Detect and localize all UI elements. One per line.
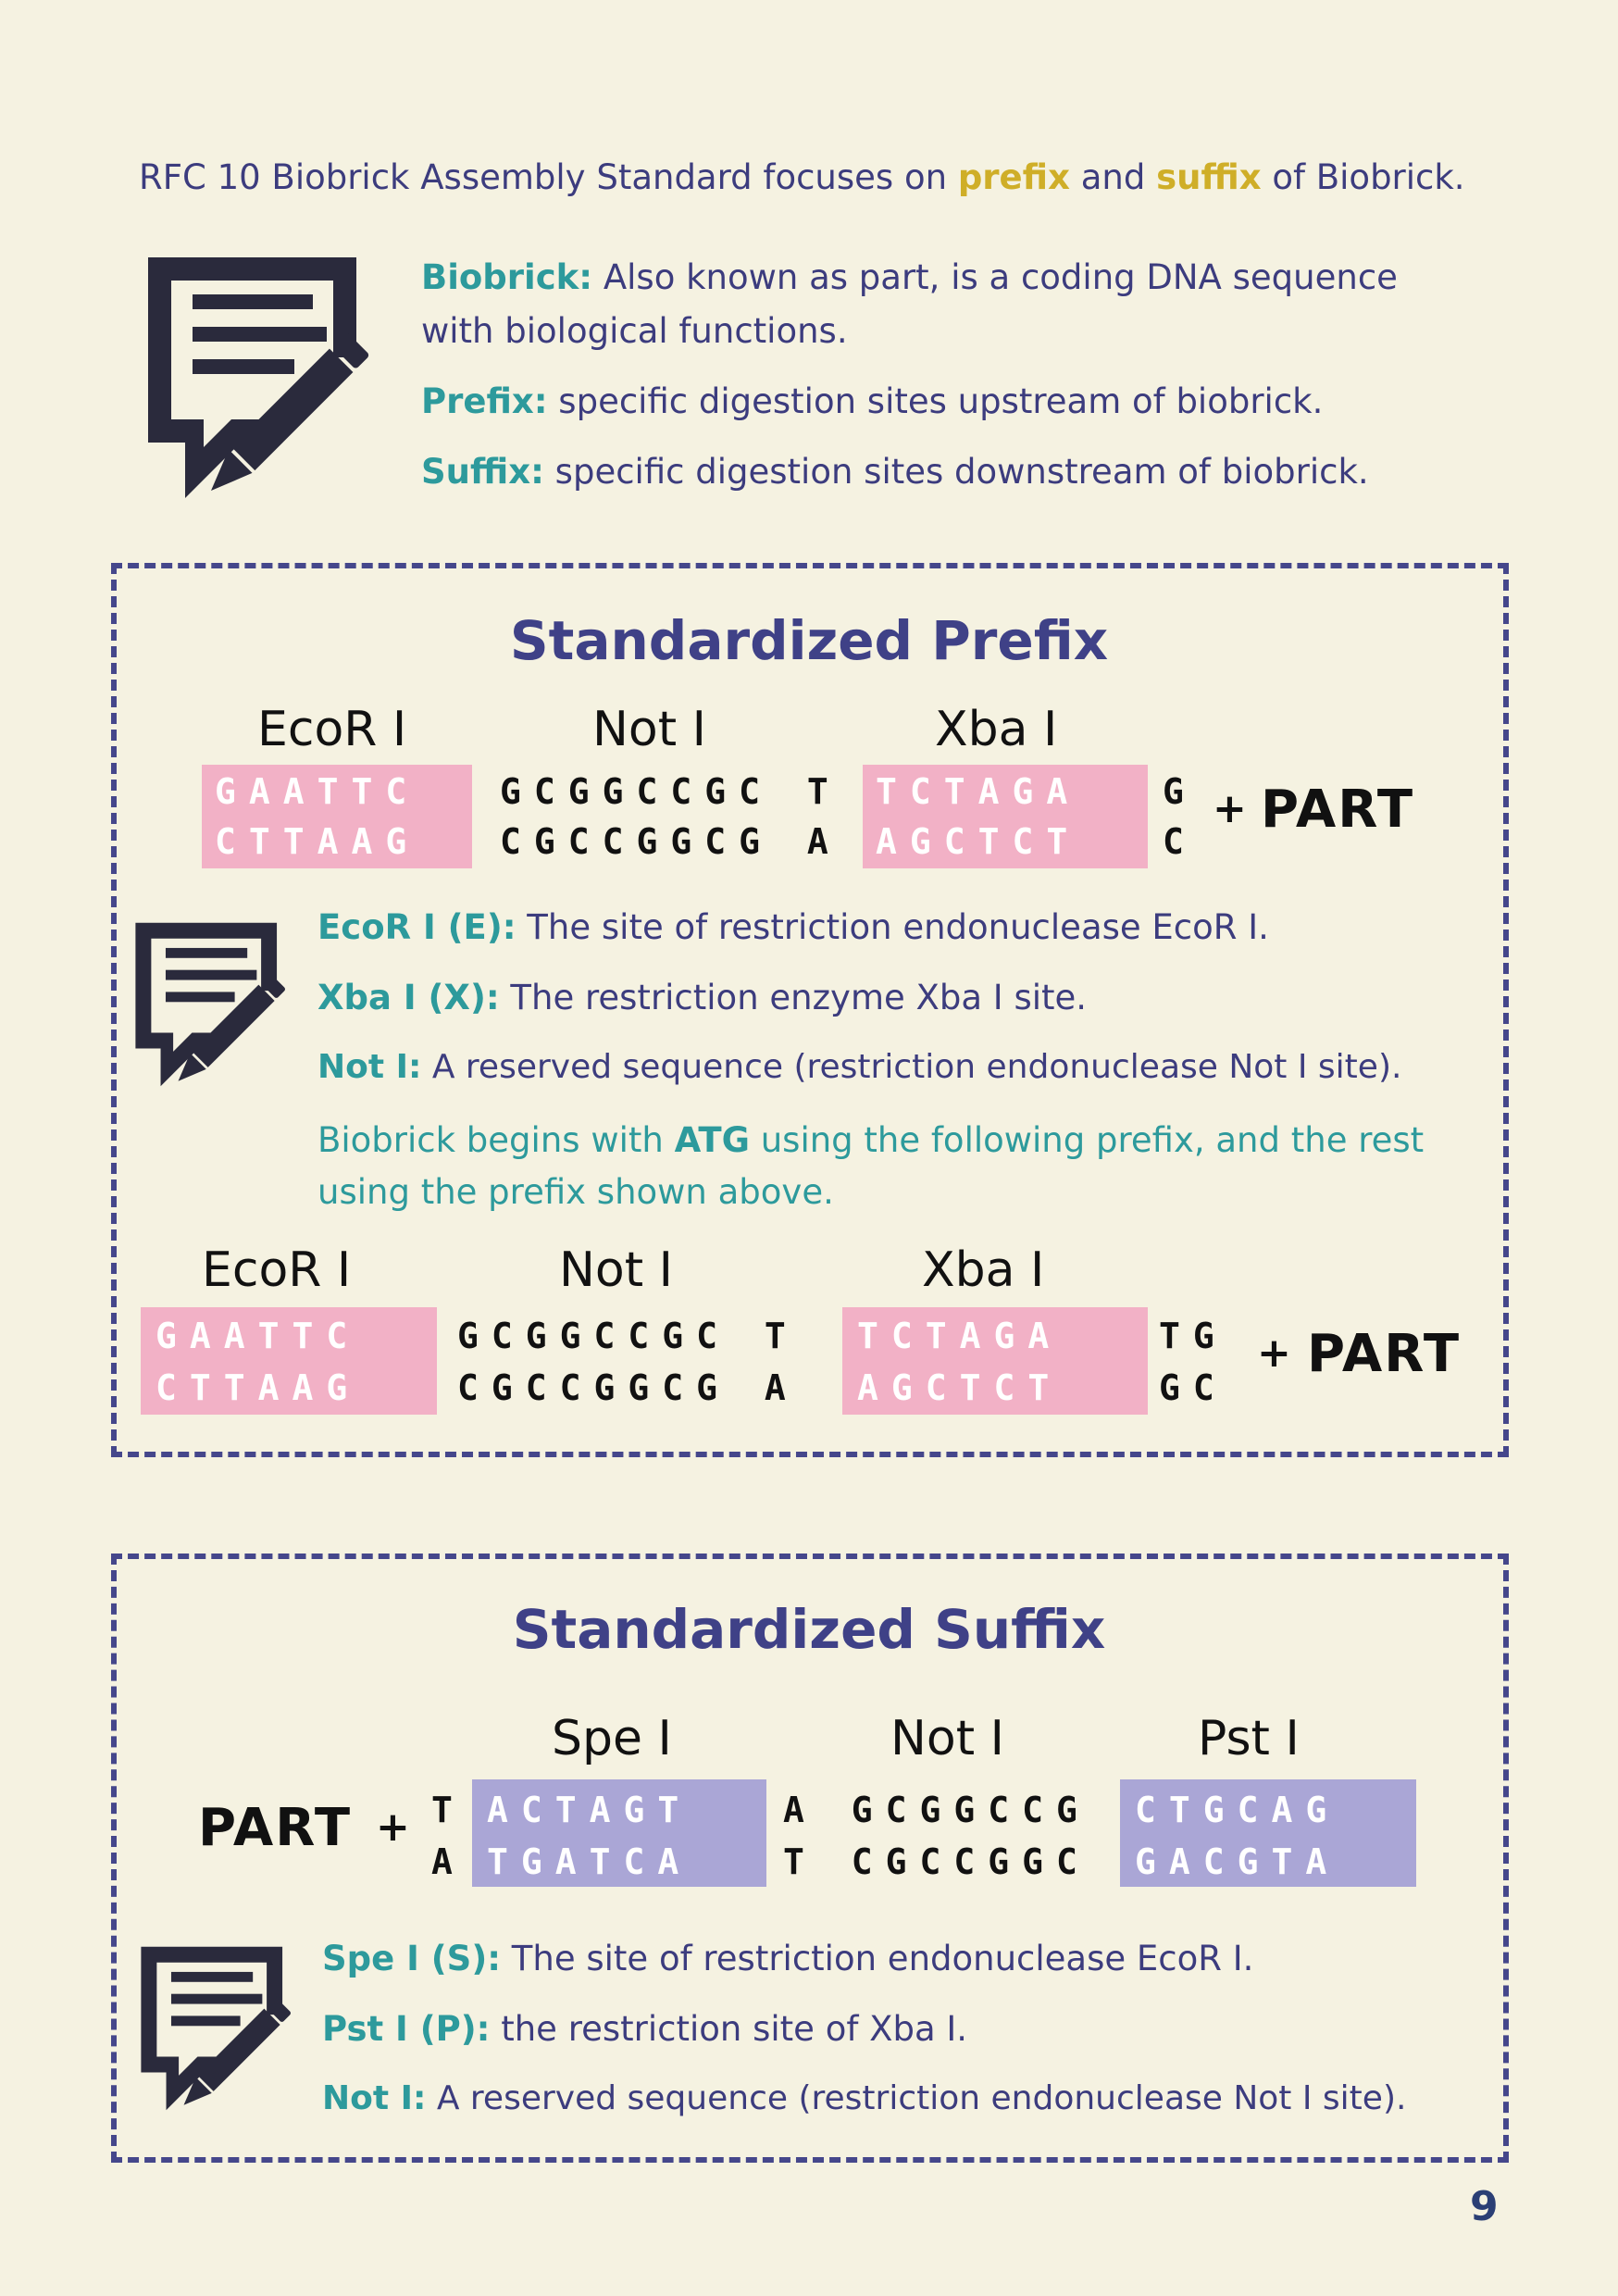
xbai-bottom-strand-2: AGCTCT bbox=[857, 1367, 1063, 1408]
atg-note-line2: using the prefix shown above. bbox=[317, 1172, 834, 1212]
prefix-definition-text: specific digestion sites upstream of biobrick. bbox=[547, 381, 1324, 421]
prefix-part-label-2: PART bbox=[1307, 1324, 1462, 1384]
noti-top-strand: GCGGCCGC T bbox=[500, 771, 841, 812]
xbai-bottom-strand: AGCTCT bbox=[876, 821, 1081, 862]
atg-note-text: Biobrick begins with bbox=[317, 1120, 675, 1160]
noti-label: Not I bbox=[592, 702, 706, 757]
xbai-label: Xba I bbox=[935, 702, 1058, 757]
noti-note-term: Not I: bbox=[317, 1048, 422, 1086]
noti-suffix-note-text: A reserved sequence (restriction endonuclease Not I site). bbox=[426, 2079, 1407, 2117]
ecori-note bbox=[317, 907, 1269, 947]
spei-note-text: The site of restriction endonuclease EcoR I. bbox=[501, 1939, 1254, 1978]
suffix-definition bbox=[421, 452, 1369, 492]
xbai-label-2: Xba I bbox=[922, 1242, 1045, 1298]
ecori-note-text: The site of restriction endonuclease EcoR I. bbox=[516, 907, 1269, 947]
noti-suffix-top: A GCGGCCG bbox=[783, 1790, 1090, 1830]
prefix-part-label: PART bbox=[1261, 780, 1415, 840]
spei-note-term: Spe I (S): bbox=[322, 1939, 502, 1978]
suffix-definition-text: specific digestion sites downstream of biobrick. bbox=[543, 452, 1369, 492]
noti-bottom-strand-2: CGCCGGCG A bbox=[457, 1367, 799, 1408]
atg-note-text-end: using the following prefix, and the rest bbox=[749, 1120, 1425, 1160]
noti-note-text: A reserved sequence (restriction endonuclease Not I site). bbox=[421, 1048, 1402, 1086]
suffix-part-label: PART bbox=[198, 1798, 353, 1858]
noti-suffix-label: Not I bbox=[890, 1711, 1004, 1766]
psti-bottom-strand: GACGTA bbox=[1135, 1841, 1340, 1882]
ecori-bottom-strand: CTTAAG bbox=[215, 821, 420, 862]
xbai-top-strand: TCTAGA bbox=[876, 771, 1081, 812]
noti-top-strand-2: GCGGCCGC T bbox=[457, 1316, 799, 1356]
note-pencil-icon bbox=[139, 248, 407, 507]
suffix-plus: + bbox=[376, 1803, 410, 1851]
ecori-label: EcoR I bbox=[257, 702, 407, 757]
biobrick-definition bbox=[421, 257, 1398, 297]
xbai-note-term: Xba I (X): bbox=[317, 978, 500, 1017]
noti-note bbox=[317, 1048, 1401, 1086]
note-pencil-icon bbox=[128, 917, 313, 1092]
intro-suffix-word: suffix bbox=[1156, 157, 1262, 197]
ecori-top-strand-2: GAATTC bbox=[156, 1316, 361, 1356]
suffix-title: Standardized Suffix bbox=[512, 1598, 1106, 1661]
ecori-top-strand: GAATTC bbox=[215, 771, 420, 812]
prefix-end-top: G bbox=[1163, 771, 1197, 812]
psti-note bbox=[322, 2009, 967, 2049]
xbai-top-strand-2: TCTAGA bbox=[857, 1316, 1063, 1356]
biobrick-definition-line2: with biological functions. bbox=[421, 311, 848, 351]
xbai-note-text: The restriction enzyme Xba I site. bbox=[499, 978, 1088, 1017]
noti-suffix-note-term: Not I: bbox=[322, 2079, 427, 2117]
biobrick-definition-line1: Also known as part, is a coding DNA sequence bbox=[592, 257, 1398, 297]
prefix-definition bbox=[421, 381, 1323, 421]
atg-codon: ATG bbox=[674, 1120, 750, 1160]
intro-prefix-word: prefix bbox=[957, 157, 1070, 197]
psti-note-text: the restriction site of Xba I. bbox=[490, 2009, 968, 2049]
prefix-end-bottom: C bbox=[1163, 821, 1197, 862]
noti-suffix-note bbox=[322, 2079, 1406, 2117]
psti-top-strand: CTGCAG bbox=[1135, 1790, 1340, 1830]
suffix-term: Suffix: bbox=[421, 452, 544, 492]
atg-end-top: TG bbox=[1159, 1316, 1227, 1356]
psti-note-term: Pst I (P): bbox=[322, 2009, 491, 2049]
suffix-start-top: T bbox=[431, 1790, 466, 1830]
prefix-plus-2: + bbox=[1257, 1329, 1291, 1377]
ecori-label-2: EcoR I bbox=[202, 1242, 352, 1298]
prefix-plus: + bbox=[1213, 785, 1247, 832]
noti-bottom-strand: CGCCGGCG A bbox=[500, 821, 841, 862]
psti-label: Pst I bbox=[1198, 1711, 1300, 1766]
spei-top-strand: ACTAGT bbox=[487, 1790, 692, 1830]
prefix-term: Prefix: bbox=[421, 381, 548, 421]
atg-end-bottom: GC bbox=[1159, 1367, 1227, 1408]
ecori-bottom-strand-2: CTTAAG bbox=[156, 1367, 361, 1408]
noti-label-2: Not I bbox=[559, 1242, 673, 1298]
note-pencil-icon bbox=[133, 1940, 318, 2116]
intro-text-mid: and bbox=[1069, 157, 1157, 197]
page-number: 9 bbox=[1470, 2183, 1499, 2230]
spei-bottom-strand: TGATCA bbox=[487, 1841, 692, 1882]
intro-text-end: of Biobrick. bbox=[1261, 157, 1465, 197]
suffix-start-bottom: A bbox=[431, 1841, 466, 1882]
atg-note bbox=[317, 1120, 1424, 1160]
spei-label: Spe I bbox=[552, 1711, 672, 1766]
spei-note bbox=[322, 1939, 1253, 1978]
noti-suffix-bottom: T CGCCGGC bbox=[783, 1841, 1090, 1882]
prefix-title: Standardized Prefix bbox=[509, 609, 1109, 672]
biobrick-term: Biobrick: bbox=[421, 257, 593, 297]
intro-text: RFC 10 Biobrick Assembly Standard focuses on bbox=[139, 157, 958, 197]
ecori-note-term: EcoR I (E): bbox=[317, 907, 517, 947]
xbai-note bbox=[317, 978, 1087, 1017]
intro-line bbox=[139, 157, 1465, 197]
